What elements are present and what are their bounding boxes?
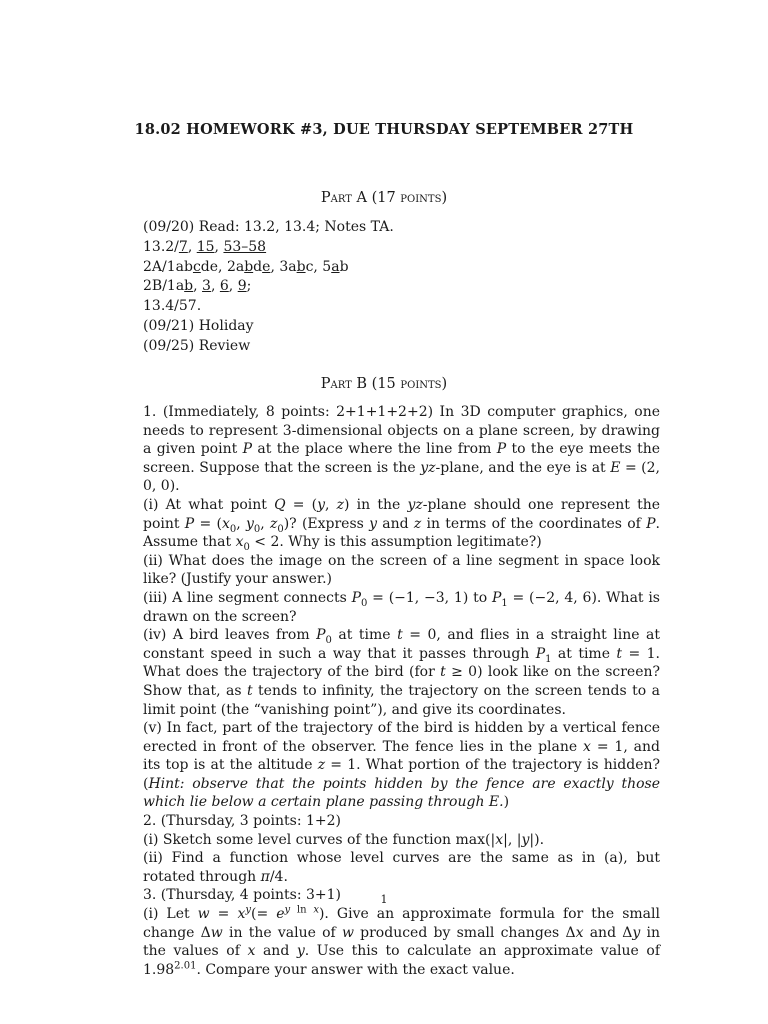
reading-line: 2A/1abcde, 2abde, 3abc, 5ab — [143, 258, 349, 275]
reading-line: (09/25) Review — [143, 337, 251, 354]
problem-2-part-i: (i) Sketch some level curves of the function max(|x|, |y|). — [143, 831, 545, 848]
reading-line: (09/21) Holiday — [143, 317, 254, 334]
problem-1-intro: 1. (Immediately, 8 points: 2+1+1+2+2) In 3D computer graphics, one needs to represent 3-dimensional objects on a plane screen, by drawing a given point P at the place where the line from P to the eye meets the screen. Suppose that the screen is the yz-plane, and the eye is at E = (2, 0, 0). — [143, 404, 661, 495]
problem-1-part-i: (i) At what point Q = (y, z) in the yz-plane should one represent the point $P = (x_0$, $y_0$, $z_0$)? (Express y and z in terms of the coordinates of P. Assume that $x_0 < 2$. Why is this assumption legitimate?) — [143, 496, 661, 553]
problem-1-part-ii: (ii) What does the image on the screen of a line segment in space look like? (Justify your answer.) — [143, 552, 660, 588]
reading-line: 13.2/7, 15, 53–58 — [143, 238, 267, 255]
reading-line: (09/20) Read: 13.2, 13.4; Notes TA. — [143, 219, 394, 235]
part-a-reading-list — [143, 218, 394, 357]
problem-1-part-iii: (iii) A line segment connects $P_0 = (-1$, −3, 1) to $P_1 = (-2$, 4, 6). What is drawn on the screen? — [143, 589, 660, 625]
page-number: 1 — [380, 893, 388, 906]
problem-3-intro: 3. (Thursday, 4 points: 3+1) — [143, 887, 342, 904]
problem-2-intro: 2. (Thursday, 3 points: 1+2) — [143, 813, 342, 830]
reading-line: 2B/1ab, 3, 6, 9; — [143, 278, 252, 295]
problem-1-part-v: (v) In fact, part of the trajectory of the bird is hidden by a vertical fence erected in front of the observer. The fence lies in the plane x = 1, and its top is at the altitude z = 1. What portion of the trajectory is hidden? (Hint: observe that the points hidden by the fence are exactly those which lie below a certain plane passing through E.) — [143, 720, 660, 811]
problem-3-part-i: (i) Let $w = x^y(= e^{y ln x})$. Give an approximate formula for the small change Δw in the value of w produced by small changes Δx and Δy in the values of x and y. Use this to calculate an approximate value of $1.98^{2.01}$. Compare your answer with the exact value. — [143, 904, 660, 978]
part-a-heading: Part A (17 points) — [320, 190, 448, 206]
reading-line: 13.4/57. — [143, 298, 202, 315]
part-b-heading: Part B (15 points) — [320, 376, 448, 392]
document-title: 18.02 HOMEWORK #3, DUE THURSDAY SEPTEMBER 27TH — [134, 121, 634, 138]
problem-2-part-ii: (ii) Find a function whose level curves are the same as in (a), but rotated through π/4. — [143, 850, 660, 885]
problem-1-part-iv: (iv) A bird leaves from $P_0$ at time t = 0, and flies in a straight line at constant speed in such a way that it passes through $P_1$ at time t = 1. What does the trajectory of the bird (for t ≥ 0) look like on the screen? Show that, as t tends to infinity, the trajectory on the screen tends to a limit point (the “vanishing point”), and give its coordinates. — [143, 627, 661, 718]
